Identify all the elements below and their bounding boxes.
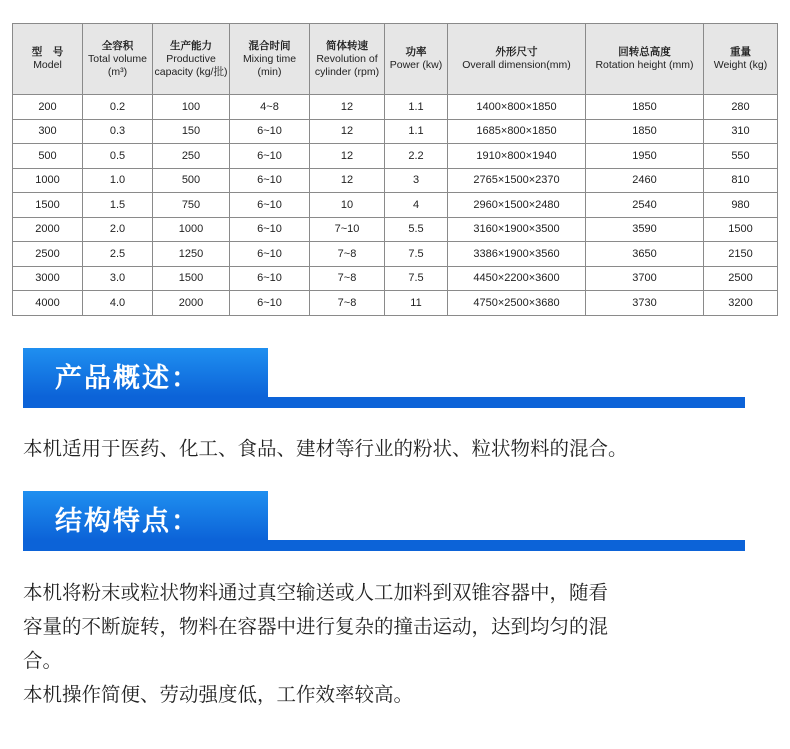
table-cell: 3386×1900×3560 xyxy=(448,242,586,267)
table-cell: 7.5 xyxy=(385,242,448,267)
column-header xyxy=(448,24,586,95)
table-cell: 6~10 xyxy=(230,242,310,267)
column-header-zh: 混合时间 xyxy=(248,39,291,52)
table-cell: 1400×800×1850 xyxy=(448,95,586,120)
table-cell: 500 xyxy=(153,168,230,193)
features-banner xyxy=(23,491,745,551)
table-cell: 2960×1500×2480 xyxy=(448,193,586,218)
table-cell: 6~10 xyxy=(230,291,310,316)
table-row xyxy=(13,242,778,267)
table-cell: 2540 xyxy=(586,193,704,218)
table-cell: 1850 xyxy=(586,95,704,120)
column-header-zh: 简体转速 xyxy=(326,39,368,52)
column-header xyxy=(586,24,704,95)
table-cell: 6~10 xyxy=(230,119,310,144)
table-cell: 1250 xyxy=(153,242,230,267)
table-cell: 4450×2200×3600 xyxy=(448,266,586,291)
table-cell: 7~10 xyxy=(310,217,385,242)
table-cell: 980 xyxy=(704,193,778,218)
column-header xyxy=(230,24,310,95)
table-cell: 0.5 xyxy=(83,144,153,169)
column-header-zh: 功率 xyxy=(405,46,427,58)
banner-underline xyxy=(23,540,745,551)
table-cell: 2150 xyxy=(704,242,778,267)
table-cell: 3650 xyxy=(586,242,704,267)
table-cell: 1000 xyxy=(13,168,83,193)
table-cell: 3 xyxy=(385,168,448,193)
column-header xyxy=(13,24,83,95)
features-line: 本机将粉末或粒状物料通过真空输送或人工加料到双锥容器中，随看 xyxy=(23,581,609,604)
table-cell: 1500 xyxy=(13,193,83,218)
table-cell: 1500 xyxy=(704,217,778,242)
table-cell: 550 xyxy=(704,144,778,169)
table-cell: 750 xyxy=(153,193,230,218)
features-text xyxy=(23,576,773,712)
column-header xyxy=(385,24,448,95)
banner-underline xyxy=(23,397,745,408)
table-cell: 4~8 xyxy=(230,95,310,120)
table-cell: 2.5 xyxy=(83,242,153,267)
spec-table xyxy=(12,23,778,316)
table-cell: 10 xyxy=(310,193,385,218)
table-cell: 7~8 xyxy=(310,266,385,291)
column-header-zh: 回转总高度 xyxy=(618,46,671,58)
table-cell: 1.1 xyxy=(385,95,448,120)
overview-banner xyxy=(23,348,745,408)
table-cell: 2500 xyxy=(704,266,778,291)
table-cell: 150 xyxy=(153,119,230,144)
table-cell: 6~10 xyxy=(230,168,310,193)
table-cell: 4750×2500×3680 xyxy=(448,291,586,316)
column-header-en: Overall dimension(mm) xyxy=(462,59,571,71)
column-header-zh: 型 号 xyxy=(31,46,64,58)
table-row xyxy=(13,95,778,120)
table-cell: 6~10 xyxy=(230,144,310,169)
column-header-en: Weight (kg) xyxy=(713,59,768,71)
overview-title: 产品概述： xyxy=(55,363,200,394)
table-cell: 1.0 xyxy=(83,168,153,193)
table-cell: 11 xyxy=(385,291,448,316)
table-cell: 12 xyxy=(310,168,385,193)
table-cell: 2460 xyxy=(586,168,704,193)
column-header xyxy=(704,24,778,95)
table-cell: 4.0 xyxy=(83,291,153,316)
table-cell: 2.0 xyxy=(83,217,153,242)
column-header-en: Power (kw) xyxy=(389,59,443,71)
column-header-en: Mixing time (min) xyxy=(242,52,297,78)
table-cell: 1500 xyxy=(153,266,230,291)
table-cell: 6~10 xyxy=(230,193,310,218)
table-cell: 3000 xyxy=(13,266,83,291)
table-cell: 1000 xyxy=(153,217,230,242)
table-cell: 1.5 xyxy=(83,193,153,218)
column-header-en: Productive capacity (kg/批) xyxy=(154,52,228,78)
table-cell: 100 xyxy=(153,95,230,120)
table-cell: 2000 xyxy=(13,217,83,242)
table-cell: 6~10 xyxy=(230,266,310,291)
table-header-row xyxy=(13,24,778,95)
table-cell: 4 xyxy=(385,193,448,218)
table-cell: 310 xyxy=(704,119,778,144)
table-cell: 0.2 xyxy=(83,95,153,120)
table-cell: 12 xyxy=(310,119,385,144)
table-cell: 200 xyxy=(13,95,83,120)
table-row xyxy=(13,193,778,218)
table-cell: 0.3 xyxy=(83,119,153,144)
table-cell: 3.0 xyxy=(83,266,153,291)
column-header-zh: 全容积 xyxy=(101,39,134,52)
table-cell: 7~8 xyxy=(310,291,385,316)
table-row xyxy=(13,266,778,291)
overview-text: 本机适用于医药、化工、食品、建材等行业的粉状、粒状物料的混合。 xyxy=(23,437,628,460)
column-header xyxy=(83,24,153,95)
column-header-en: Revolution of cylinder (rpm) xyxy=(314,52,380,78)
table-cell: 4000 xyxy=(13,291,83,316)
table-cell: 3200 xyxy=(704,291,778,316)
table-row xyxy=(13,291,778,316)
table-cell: 2765×1500×2370 xyxy=(448,168,586,193)
features-line: 合。 xyxy=(23,649,63,672)
table-row xyxy=(13,144,778,169)
table-cell: 1910×800×1940 xyxy=(448,144,586,169)
table-cell: 2000 xyxy=(153,291,230,316)
table-cell: 810 xyxy=(704,168,778,193)
column-header-zh: 生产能力 xyxy=(170,39,212,52)
table-cell: 280 xyxy=(704,95,778,120)
table-cell: 7.5 xyxy=(385,266,448,291)
table-cell: 300 xyxy=(13,119,83,144)
table-cell: 7~8 xyxy=(310,242,385,267)
column-header-en: Model xyxy=(33,59,62,71)
table-row xyxy=(13,119,778,144)
table-cell: 6~10 xyxy=(230,217,310,242)
table-cell: 250 xyxy=(153,144,230,169)
table-cell: 3700 xyxy=(586,266,704,291)
column-header xyxy=(310,24,385,95)
column-header-zh: 重量 xyxy=(730,46,751,58)
table-cell: 12 xyxy=(310,144,385,169)
column-header-en: Rotation height (mm) xyxy=(595,59,694,71)
table-cell: 1950 xyxy=(586,144,704,169)
column-header-zh: 外形尺寸 xyxy=(495,46,538,58)
column-header xyxy=(153,24,230,95)
table-cell: 500 xyxy=(13,144,83,169)
table-cell: 5.5 xyxy=(385,217,448,242)
table-cell: 3730 xyxy=(586,291,704,316)
table-cell: 1.1 xyxy=(385,119,448,144)
table-cell: 1685×800×1850 xyxy=(448,119,586,144)
table-cell: 3160×1900×3500 xyxy=(448,217,586,242)
features-line: 容量的不断旋转，物料在容器中进行复杂的撞击运动，达到均匀的混 xyxy=(23,615,609,638)
table-cell: 2.2 xyxy=(385,144,448,169)
features-title: 结构特点： xyxy=(55,506,200,537)
table-cell: 3590 xyxy=(586,217,704,242)
table-cell: 1850 xyxy=(586,119,704,144)
features-line: 本机操作简便、劳动强度低，工作效率较高。 xyxy=(23,683,414,706)
table-row xyxy=(13,168,778,193)
table-body xyxy=(13,95,778,316)
table-cell: 12 xyxy=(310,95,385,120)
table-cell: 2500 xyxy=(13,242,83,267)
table-row xyxy=(13,217,778,242)
column-header-en: Total volume (m³) xyxy=(88,52,147,78)
